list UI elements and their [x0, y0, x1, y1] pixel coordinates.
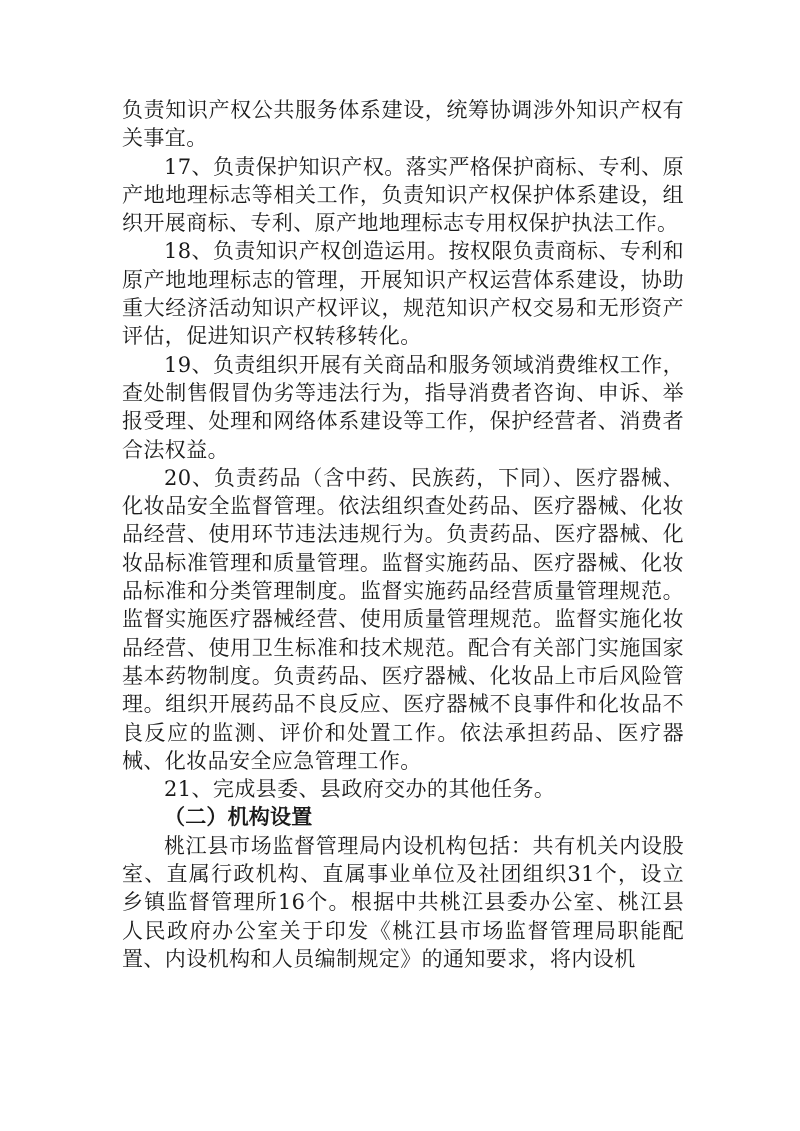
- paragraph-item-18: 18、负责知识产权创造运用。按权限负责商标、专利和原产地地理标志的管理，开展知识产权运营体系建设，协助重大经济活动知识产权评议，规范知识产权交易和无形资产评估，促进知识产权转移转化。: [122, 239, 684, 349]
- paragraph-organization: 桃江县市场监督管理局内设机构包括：共有机关内设股室、直属行政机构、直属事业单位及社团组织31个，设立乡镇监督管理所16个。根据中共桃江县委办公室、桃江县人民政府办公室关于印发《桃江县市场监督管理局职能配置、内设机构和人员编制规定》的通知要求，将内设机: [122, 833, 684, 971]
- paragraph-item-17: 17、负责保护知识产权。落实严格保护商标、专利、原产地地理标志等相关工作，负责知识产权保护体系建设，组织开展商标、专利、原产地地理标志专用权保护执法工作。: [122, 154, 684, 236]
- paragraph-continuation: 负责知识产权公共服务体系建设，统筹协调涉外知识产权有关事宜。: [122, 98, 684, 151]
- paragraph-item-19: 19、负责组织开展有关商品和服务领域消费维权工作，查处制售假冒伪劣等违法行为，指导消费者咨询、申诉、举报受理、处理和网络体系建设等工作，保护经营者、消费者合法权益。: [122, 352, 684, 462]
- paragraph-item-21: 21、完成县委、县政府交办的其他任务。: [164, 777, 556, 802]
- paragraph-item-20: 20、负责药品（含中药、民族药，下同）、医疗器械、化妆品安全监督管理。依法组织查处药品、医疗器械、化妆品经营、使用环节违法违规行为。负责药品、医疗器械、化妆品标准管理和质量管理。监督实施药品、医疗器械、化妆品标准和分类管理制度。监督实施药品经营质量管理规范。监督实施医疗器械经营、使用质量管理规范。监督实施化妆品经营、使用卫生标准和技术规范。配合有关部门实施国家基本药物制度。负责药品、医疗器械、化妆品上市后风险管理。组织开展药品不良反应、医疗器械不良事件和化妆品不良反应的监测、评价和处置工作。依法承担药品、医疗器械、化妆品安全应急管理工作。: [122, 465, 684, 773]
- section-heading: （二）机构设置: [164, 805, 313, 830]
- document-body: [122, 96, 684, 973]
